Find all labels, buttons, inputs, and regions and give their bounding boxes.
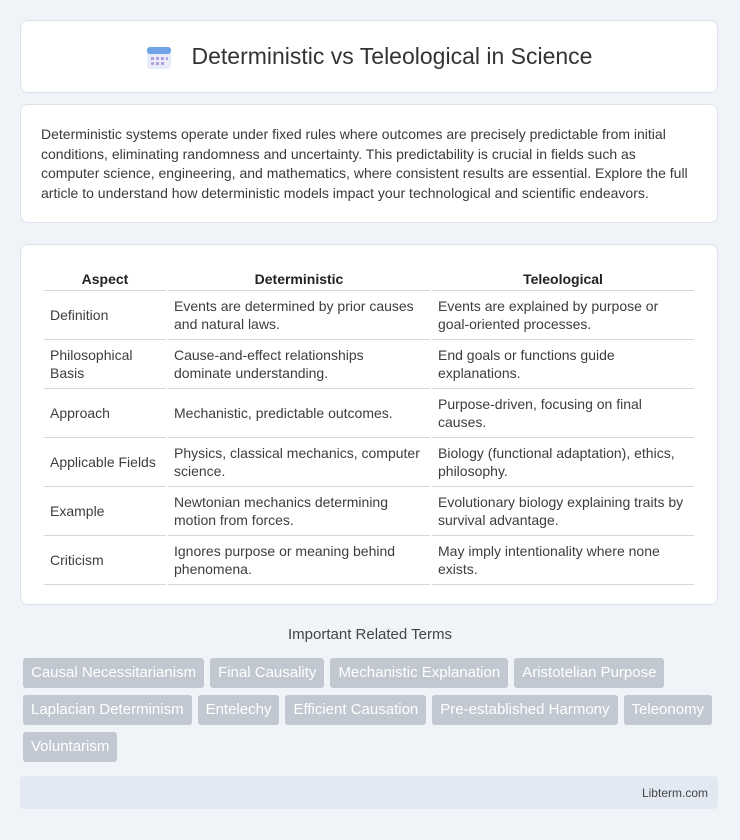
cell-teleological: End goals or functions guide explanations. (432, 340, 694, 389)
cell-teleological: May imply intentionality where none exists. (432, 536, 694, 585)
cell-aspect: Approach (44, 389, 166, 438)
cell-aspect: Example (44, 487, 166, 536)
table-row (44, 340, 694, 389)
header-card (20, 20, 718, 93)
term-tag[interactable]: Laplacian Determinism (23, 695, 192, 725)
comparison-table (42, 267, 696, 585)
related-terms-title: Important Related Terms (288, 626, 452, 643)
table-row (44, 536, 694, 585)
cell-deterministic: Newtonian mechanics determining motion from forces. (168, 487, 430, 536)
table-row (44, 438, 694, 487)
related-terms-list (23, 658, 723, 762)
cell-teleological: Events are explained by purpose or goal-oriented processes. (432, 291, 694, 340)
table-row (44, 389, 694, 438)
term-tag[interactable]: Entelechy (198, 695, 280, 725)
calendar-icon (146, 44, 172, 70)
term-tag[interactable]: Efficient Causation (285, 695, 426, 725)
cell-aspect: Applicable Fields (44, 438, 166, 487)
header-teleological: Teleological (432, 267, 694, 291)
cell-aspect: Criticism (44, 536, 166, 585)
comparison-card (20, 244, 718, 605)
term-tag[interactable]: Pre-established Harmony (432, 695, 617, 725)
header-deterministic: Deterministic (168, 267, 430, 291)
cell-deterministic: Cause-and-effect relationships dominate understanding. (168, 340, 430, 389)
term-tag[interactable]: Teleonomy (624, 695, 713, 725)
table-row (44, 487, 694, 536)
table-row (44, 291, 694, 340)
cell-teleological: Purpose-driven, focusing on final causes. (432, 389, 694, 438)
footer (20, 776, 718, 809)
page-title: Deterministic vs Teleological in Science (191, 43, 593, 69)
cell-deterministic: Ignores purpose or meaning behind phenomena. (168, 536, 430, 585)
intro-card (20, 104, 718, 223)
footer-site-link[interactable]: Libterm.com (641, 785, 708, 800)
term-tag[interactable]: Voluntarism (23, 732, 117, 762)
term-tag[interactable]: Aristotelian Purpose (514, 658, 664, 688)
intro-text: Deterministic systems operate under fixed rules where outcomes are precisely predictable from initial conditions, eliminating randomness and uncertainty. This predictability is crucial in fields such as computer science, engineering, and mathematics, where consistent results are essential. Explore the full article to understand how deterministic models impact your technological and scientific endeavors. (41, 126, 688, 201)
cell-aspect: Philosophical Basis (44, 340, 166, 389)
cell-teleological: Evolutionary biology explaining traits by survival advantage. (432, 487, 694, 536)
term-tag[interactable]: Mechanistic Explanation (330, 658, 508, 688)
cell-deterministic: Mechanistic, predictable outcomes. (168, 389, 430, 438)
cell-teleological: Biology (functional adaptation), ethics, philosophy. (432, 438, 694, 487)
cell-deterministic: Events are determined by prior causes and natural laws. (168, 291, 430, 340)
header-aspect: Aspect (44, 267, 166, 291)
term-tag[interactable]: Causal Necessitarianism (23, 658, 204, 688)
table-header-row (44, 267, 694, 291)
term-tag[interactable]: Final Causality (210, 658, 324, 688)
cell-aspect: Definition (44, 291, 166, 340)
cell-deterministic: Physics, classical mechanics, computer science. (168, 438, 430, 487)
